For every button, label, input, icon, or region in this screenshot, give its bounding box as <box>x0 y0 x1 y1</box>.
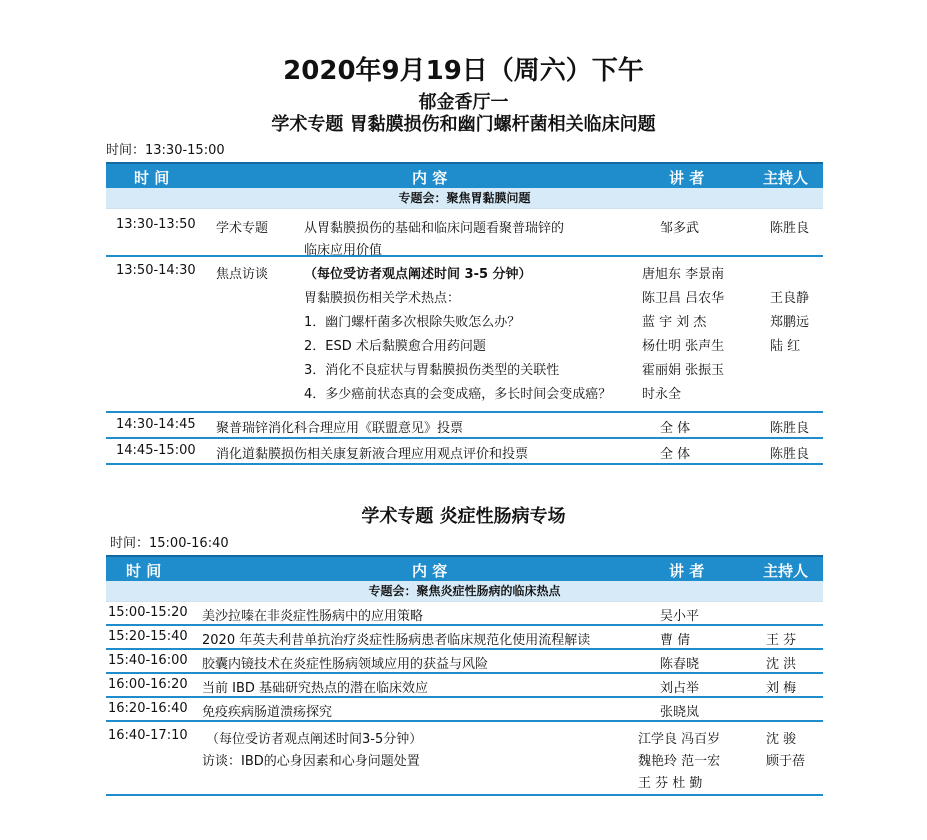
row-content: 消化道黏膜损伤相关康复新液合理应用观点评价和投票 <box>216 447 529 462</box>
row-time: 15:40-16:00 <box>108 653 188 668</box>
row-speaker: 杨仕明 张声生 <box>642 339 725 354</box>
table-row <box>106 698 823 722</box>
session2-time-label: 时间：15:00-16:40 <box>110 536 229 551</box>
row-speaker: 时永全 <box>642 387 682 402</box>
row-host: 沈 骏 <box>766 732 797 747</box>
row-speaker: 陈春晓 <box>660 657 700 672</box>
row-time: 15:20-15:40 <box>108 629 188 644</box>
row-host: 刘 梅 <box>766 681 797 696</box>
row-speaker: 吴小平 <box>660 609 700 624</box>
header-time: 时 间 <box>126 562 162 580</box>
row-host: 顾于蓓 <box>766 754 806 769</box>
session2-header <box>106 555 823 581</box>
row-time: 16:20-16:40 <box>108 701 188 716</box>
row-content: 胶囊内镜技术在炎症性肠病领域应用的获益与风险 <box>202 657 489 672</box>
row-speaker: 陈卫昌 吕农华 <box>642 291 725 306</box>
row-time: 14:30-14:45 <box>116 417 196 432</box>
row-item: 1．幽门螺杆菌多次根除失败怎么办？ <box>304 315 521 330</box>
row-host: 陈胜良 <box>770 421 810 436</box>
row-host: 陈胜良 <box>770 221 810 236</box>
table-row <box>106 722 823 796</box>
row-note: （每位受访者观点阐述时间3-5分钟） <box>206 732 423 747</box>
row-speaker: 曹 倩 <box>660 633 691 648</box>
venue-title: 郁金香厅一 <box>418 92 509 113</box>
page-title: 2020年9月19日（周六）下午 <box>283 56 644 86</box>
table-row <box>106 650 823 674</box>
row-speaker: 唐旭东 李景南 <box>642 267 725 282</box>
row-intro: 胃黏膜损伤相关学术热点： <box>304 291 461 306</box>
session1-subheader: 专题会：聚焦胃黏膜问题 <box>106 188 823 209</box>
row-note: （每位受访者观点阐述时间 3-5 分钟） <box>304 267 532 282</box>
row-speaker: 蓝 宇 刘 杰 <box>642 315 707 330</box>
row-time: 15:00-15:20 <box>108 605 188 620</box>
row-content: 聚普瑞锌消化科合理应用《联盟意见》投票 <box>216 421 464 436</box>
table-row <box>106 413 823 439</box>
session2-title: 学术专题 炎症性肠病专场 <box>361 506 566 527</box>
session2-table <box>106 555 823 796</box>
row-content: 从胃黏膜损伤的基础和临床问题看聚普瑞锌的 <box>304 221 565 236</box>
row-time: 16:00-16:20 <box>108 677 188 692</box>
session1-time-label: 时间：13:30-15:00 <box>106 143 225 158</box>
row-speaker: 全 体 <box>660 421 691 436</box>
session1-title: 学术专题 胃黏膜损伤和幽门螺杆菌相关临床问题 <box>271 114 656 135</box>
row-host: 郑鹏远 <box>770 315 810 330</box>
row-time: 16:40-17:10 <box>108 728 188 743</box>
row-type: 焦点访谈 <box>216 267 269 282</box>
table-row <box>106 626 823 650</box>
session1-header <box>106 162 823 188</box>
table-row <box>106 602 823 626</box>
row-speaker: 魏艳玲 范一宏 <box>638 754 721 769</box>
row-speaker: 霍丽娟 张振玉 <box>642 363 725 378</box>
row-time: 14:45-15:00 <box>116 443 196 458</box>
session2-subheader: 专题会：聚焦炎症性肠病的临床热点 <box>106 581 823 602</box>
row-time: 13:50-14:30 <box>116 263 196 278</box>
row-speaker: 邹多武 <box>660 221 700 236</box>
row-item: 2．ESD 术后黏膜愈合用药问题 <box>304 339 486 354</box>
row-host: 陆 红 <box>770 339 801 354</box>
row-host: 王 芬 <box>766 633 797 648</box>
row-host: 王良静 <box>770 291 810 306</box>
row-speaker: 江学良 冯百岁 <box>638 732 721 747</box>
table-row <box>106 209 823 257</box>
row-speaker: 全 体 <box>660 447 691 462</box>
row-speaker: 刘占举 <box>660 681 700 696</box>
row-item: 4．多少癌前状态真的会变成癌，多长时间会变成癌？ <box>304 387 612 402</box>
row-item: 3．消化不良症状与胃黏膜损伤类型的关联性 <box>304 363 560 378</box>
header-host: 主持人 <box>763 562 809 580</box>
row-content: 当前 IBD 基础研究热点的潜在临床效应 <box>202 681 429 696</box>
row-time: 13:30-13:50 <box>116 217 196 232</box>
row-content: 免疫疾病肠道溃疡探究 <box>202 705 333 720</box>
header-speaker: 讲 者 <box>669 562 705 580</box>
table-row <box>106 674 823 698</box>
row-host: 陈胜良 <box>770 447 810 462</box>
row-type: 学术专题 <box>216 221 269 236</box>
table-row <box>106 439 823 465</box>
header-host: 主持人 <box>763 169 809 187</box>
row-content: 访谈：IBD的心身因素和心身问题处置 <box>202 754 420 769</box>
row-host: 沈 洪 <box>766 657 797 672</box>
header-content: 内 容 <box>412 169 448 187</box>
header-speaker: 讲 者 <box>669 169 705 187</box>
header-content: 内 容 <box>412 562 448 580</box>
table-row <box>106 257 823 413</box>
row-content: 2020 年英夫利昔单抗治疗炎症性肠病患者临床规范化使用流程解读 <box>202 633 591 648</box>
row-content-line2: 临床应用价值 <box>304 243 383 258</box>
session1-table <box>106 162 823 465</box>
row-speaker: 张晓岚 <box>660 705 700 720</box>
header-time: 时 间 <box>134 169 170 187</box>
row-speaker: 王 芬 杜 勤 <box>638 776 703 791</box>
row-content: 美沙拉嗪在非炎症性肠病中的应用策略 <box>202 609 424 624</box>
